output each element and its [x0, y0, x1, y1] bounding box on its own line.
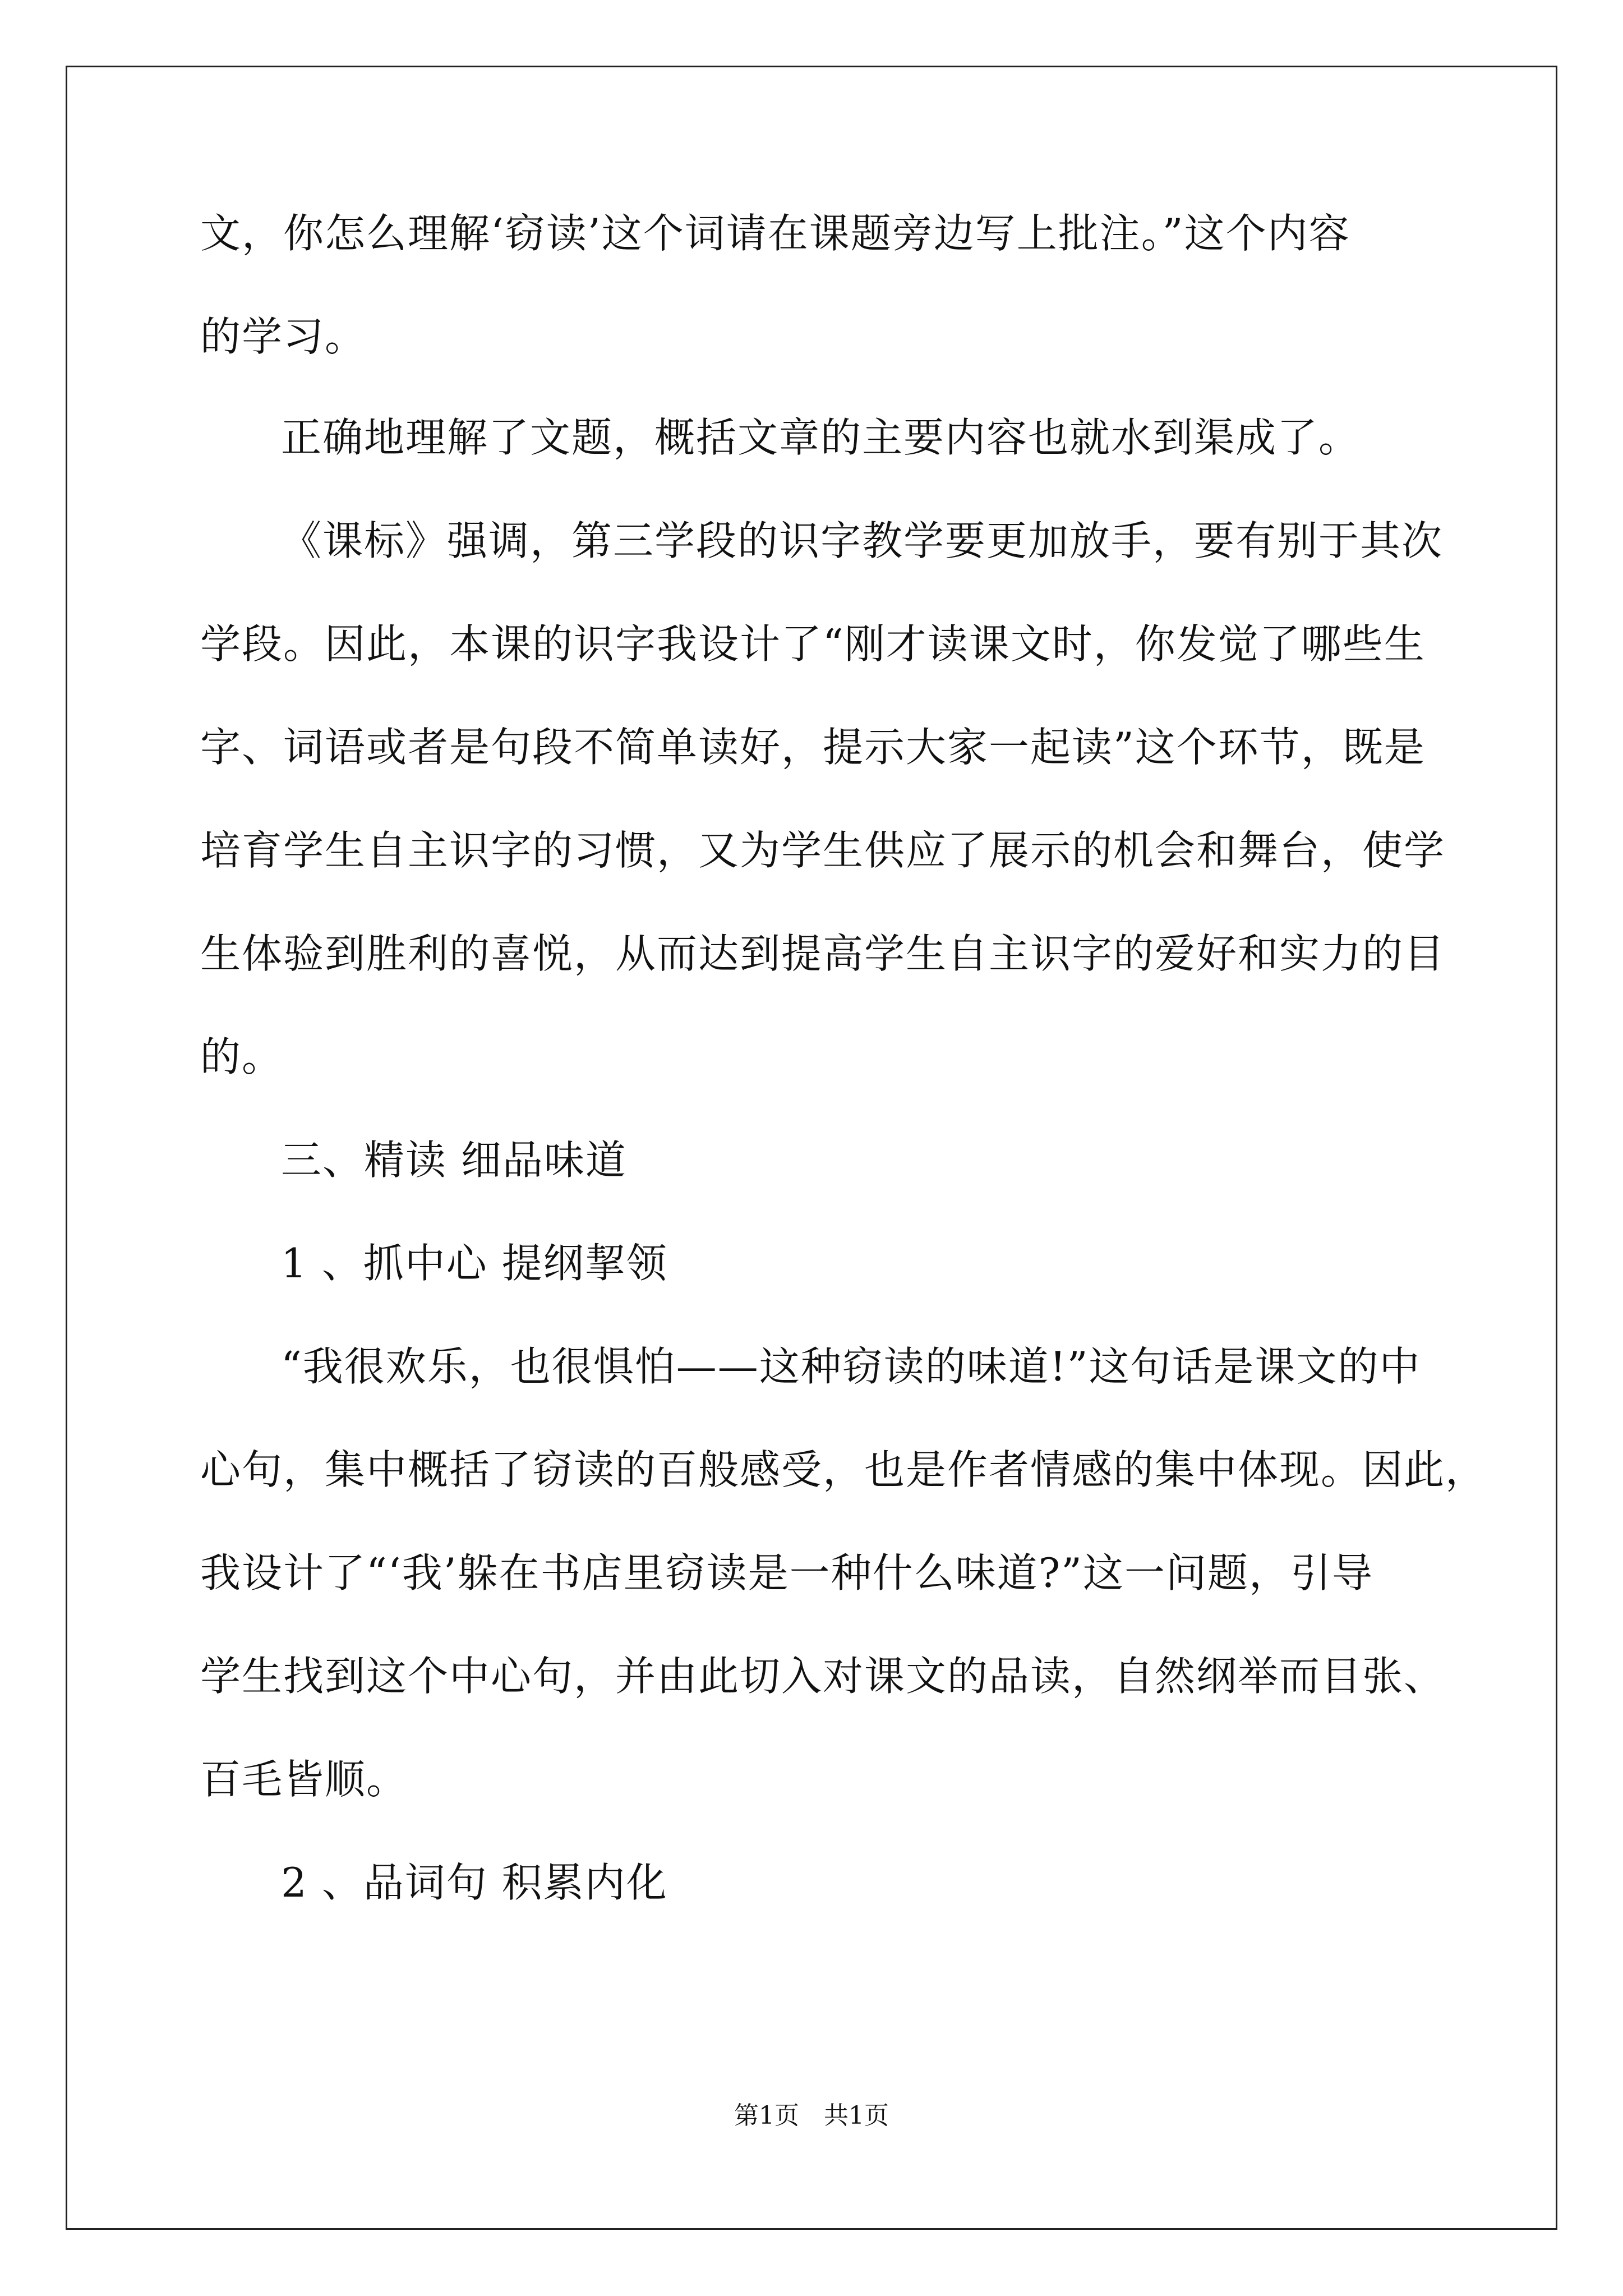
text-line: 的学习。 — [200, 313, 367, 360]
text-line: 的。 — [200, 1033, 284, 1080]
text-line: 百毛皆顺。 — [200, 1756, 408, 1803]
subsection-heading: 1 、抓中心 提纲挈领 — [281, 1240, 668, 1287]
text-line: 文，你怎么理解‘窃读’这个词请在课题旁边写上批注。”这个内容 — [200, 210, 1350, 257]
text-line: 生体验到胜利的喜悦，从而达到提高学生自主识字的爱好和实力的目 — [200, 930, 1446, 977]
text-line: 学生找到这个中心句，并由此切入对课文的品读，自然纲举而目张、 — [200, 1653, 1446, 1700]
text-line: 正确地理解了文题，概括文章的主要内容也就水到渠成了。 — [281, 414, 1361, 461]
text-line: 心句，集中概括了窃读的百般感受，也是作者情感的集中体现。因此， — [200, 1446, 1487, 1493]
page-footer: 第1页 共1页 — [734, 2101, 889, 2130]
section-heading: 三、精读 细品味道 — [281, 1137, 627, 1184]
subsection-heading: 2 、品词句 积累内化 — [281, 1859, 668, 1906]
text-line: 培育学生自主识字的习惯，又为学生供应了展示的机会和舞台，使学 — [200, 827, 1446, 874]
text-line: 《课标》强调，第三学段的识字教学要更加放手，要有别于其次 — [281, 517, 1444, 564]
text-line: 字、词语或者是句段不简单读好，提示大家一起读”这个环节，既是 — [200, 724, 1426, 771]
document-body — [200, 210, 1487, 1906]
text-line: 我设计了“‘我’躲在书店里窃读是一种什么味道?”这一问题，引导 — [200, 1549, 1373, 1596]
text-line: “我很欢乐，也很惧怕——这种窃读的味道!”这句话是课文的中 — [281, 1343, 1421, 1390]
text-line: 学段。因此，本课的识字我设计了“刚才读课文时，你发觉了哪些生 — [200, 620, 1426, 668]
